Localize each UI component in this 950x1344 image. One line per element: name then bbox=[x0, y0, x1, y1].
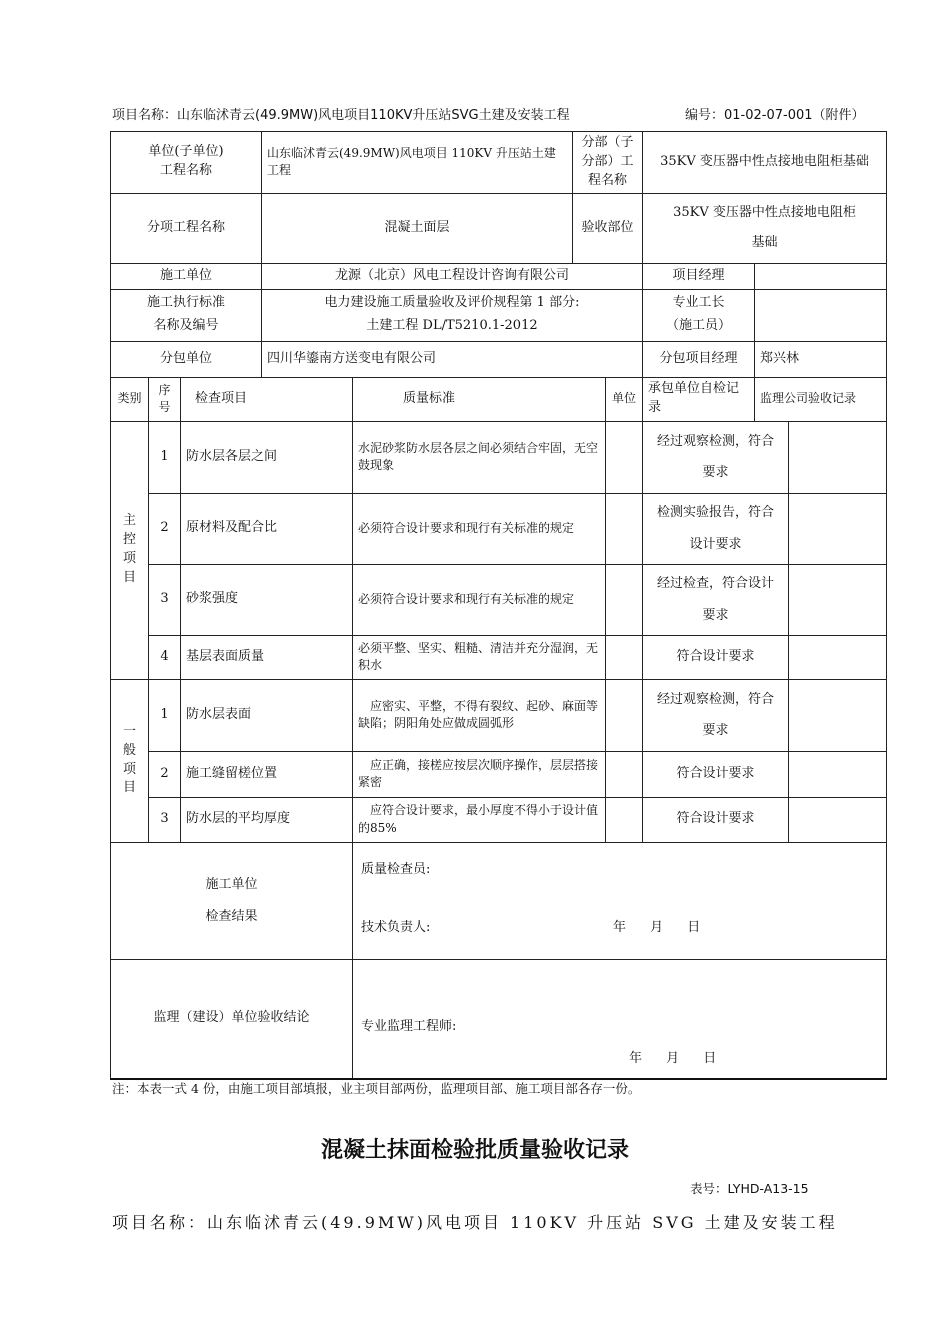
table-row bbox=[111, 493, 887, 564]
item-value: 混凝土面层 bbox=[262, 193, 573, 263]
project-name: 项目名称：山东临沭青云(49.9MW)风电项目110KV升压站SVG土建及安装工程 bbox=[112, 108, 570, 123]
pm-value bbox=[755, 263, 887, 289]
row-seq: 1 bbox=[149, 679, 181, 751]
result-date: 年 月 日 bbox=[613, 919, 701, 935]
col-item: 检查项目 bbox=[181, 377, 353, 421]
record-number: 编号：01-02-07-001（附件） bbox=[685, 108, 865, 123]
subpart-value: 35KV 变压器中性点接地电阻柜基础 bbox=[643, 132, 887, 194]
row-standard: 必须平整、坚实、粗糙、清洁并充分湿润，无积水 bbox=[353, 635, 606, 679]
col-standard: 质量标准 bbox=[353, 377, 606, 421]
row-standard: 水泥砂浆防水层各层之间必须结合牢固，无空鼓现象 bbox=[353, 421, 606, 493]
row-item: 原材料及配合比 bbox=[181, 493, 353, 564]
table-row bbox=[111, 797, 887, 842]
row-seq: 2 bbox=[149, 751, 181, 797]
result-label: 施工单位 检查结果 bbox=[111, 842, 353, 959]
row-supervisor bbox=[789, 751, 887, 797]
row-item: 施工缝留槎位置 bbox=[181, 751, 353, 797]
page-header bbox=[112, 104, 884, 122]
col-seq: 序号 bbox=[149, 377, 181, 421]
row-seq: 3 bbox=[149, 797, 181, 842]
table-row bbox=[111, 564, 887, 635]
next-form-title: 混凝土抹面检验批质量验收记录 bbox=[320, 1138, 629, 1163]
row-unit bbox=[606, 635, 643, 679]
row-record: 符合设计要求 bbox=[643, 751, 789, 797]
row-seq: 1 bbox=[149, 421, 181, 493]
row-unit bbox=[606, 679, 643, 751]
table-row bbox=[111, 751, 887, 797]
row-record: 检测实验报告，符合 设计要求 bbox=[643, 493, 789, 564]
foreman-value bbox=[755, 289, 887, 341]
subpm-label: 分包项目经理 bbox=[643, 341, 755, 377]
table-note: 注：本表一式 4 份，由施工项目部填报，业主项目部两份，监理项目部、施工项目部各存一份。 bbox=[112, 1081, 641, 1096]
row-record: 符合设计要求 bbox=[643, 797, 789, 842]
row-supervisor bbox=[789, 797, 887, 842]
quality-inspector-label: 质量检查员: bbox=[361, 861, 431, 877]
row-item: 砂浆强度 bbox=[181, 564, 353, 635]
main-category-label: 主 控 项 目 bbox=[111, 421, 149, 679]
row-record: 符合设计要求 bbox=[643, 635, 789, 679]
subpart-label: 分部（子分部）工程名称 bbox=[573, 132, 643, 194]
constructor-value: 龙源（北京）风电工程设计咨询有限公司 bbox=[262, 263, 643, 289]
general-category-label: 一 般 项 目 bbox=[111, 679, 149, 842]
conclusion-date: 年 月 日 bbox=[629, 1050, 717, 1066]
row-standard: 必须符合设计要求和现行有关标准的规定 bbox=[353, 564, 606, 635]
subcontract-label: 分包单位 bbox=[111, 341, 262, 377]
row-record: 经过检查，符合设计 要求 bbox=[643, 564, 789, 635]
table-row bbox=[111, 421, 887, 493]
row-item: 基层表面质量 bbox=[181, 635, 353, 679]
row-supervisor bbox=[789, 564, 887, 635]
table-row bbox=[111, 635, 887, 679]
row-item: 防水层的平均厚度 bbox=[181, 797, 353, 842]
row-item: 防水层表面 bbox=[181, 679, 353, 751]
accept-part-label: 验收部位 bbox=[573, 193, 643, 263]
row-seq: 4 bbox=[149, 635, 181, 679]
conclusion-signature-area bbox=[353, 959, 887, 1079]
row-seq: 3 bbox=[149, 564, 181, 635]
row-record: 经过观察检测，符合 要求 bbox=[643, 421, 789, 493]
row-supervisor bbox=[789, 421, 887, 493]
row-unit bbox=[606, 751, 643, 797]
row-unit bbox=[606, 564, 643, 635]
tech-lead-label: 技术负责人: bbox=[361, 919, 431, 935]
col-unit: 单位 bbox=[606, 377, 643, 421]
foreman-label: 专业工长 （施工员） bbox=[643, 289, 755, 341]
standard-label: 施工执行标准 名称及编号 bbox=[111, 289, 262, 341]
col-self-check: 承包单位自检记录 bbox=[643, 377, 755, 421]
col-category: 类别 bbox=[111, 377, 149, 421]
next-form-number: 表号：LYHD-A13-15 bbox=[690, 1181, 809, 1196]
table-row bbox=[111, 679, 887, 751]
unit-label: 单位(子单位) 工程名称 bbox=[111, 132, 262, 194]
row-standard: 应正确，接槎应按层次顺序操作，层层搭接紧密 bbox=[353, 751, 606, 797]
row-unit bbox=[606, 421, 643, 493]
col-supervisor: 监理公司验收记录 bbox=[755, 377, 887, 421]
row-standard: 应符合设计要求，最小厚度不得小于设计值的85% bbox=[353, 797, 606, 842]
item-label: 分项工程名称 bbox=[111, 193, 262, 263]
row-supervisor bbox=[789, 493, 887, 564]
inspection-form-table bbox=[110, 131, 887, 1080]
constructor-label: 施工单位 bbox=[111, 263, 262, 289]
accept-part-value: 35KV 变压器中性点接地电阻柜 基础 bbox=[643, 193, 887, 263]
row-seq: 2 bbox=[149, 493, 181, 564]
row-standard: 必须符合设计要求和现行有关标准的规定 bbox=[353, 493, 606, 564]
standard-value: 电力建设施工质量验收及评价规程第 1 部分: 土建工程 DL/T5210.1-2012 bbox=[262, 289, 643, 341]
row-standard: 应密实、平整，不得有裂纹、起砂、麻面等缺陷；阴阳角处应做成圆弧形 bbox=[353, 679, 606, 751]
pm-label: 项目经理 bbox=[643, 263, 755, 289]
row-unit bbox=[606, 797, 643, 842]
subcontract-value: 四川华鎏南方送变电有限公司 bbox=[262, 341, 643, 377]
row-unit bbox=[606, 493, 643, 564]
row-supervisor bbox=[789, 635, 887, 679]
next-form-project: 项目名称：山东临沭青云(49.9MW)风电项目 110KV 升压站 SVG 土建及安装工程 bbox=[112, 1213, 838, 1232]
unit-value: 山东临沭青云(49.9MW)风电项目 110KV 升压站土建工程 bbox=[262, 132, 573, 194]
row-item: 防水层各层之间 bbox=[181, 421, 353, 493]
conclusion-label: 监理（建设）单位验收结论 bbox=[111, 959, 353, 1079]
supervision-engineer-label: 专业监理工程师: bbox=[361, 1018, 457, 1034]
row-supervisor bbox=[789, 679, 887, 751]
result-signature-area bbox=[353, 842, 887, 959]
subpm-value: 郑兴林 bbox=[755, 341, 887, 377]
row-record: 经过观察检测，符合 要求 bbox=[643, 679, 789, 751]
